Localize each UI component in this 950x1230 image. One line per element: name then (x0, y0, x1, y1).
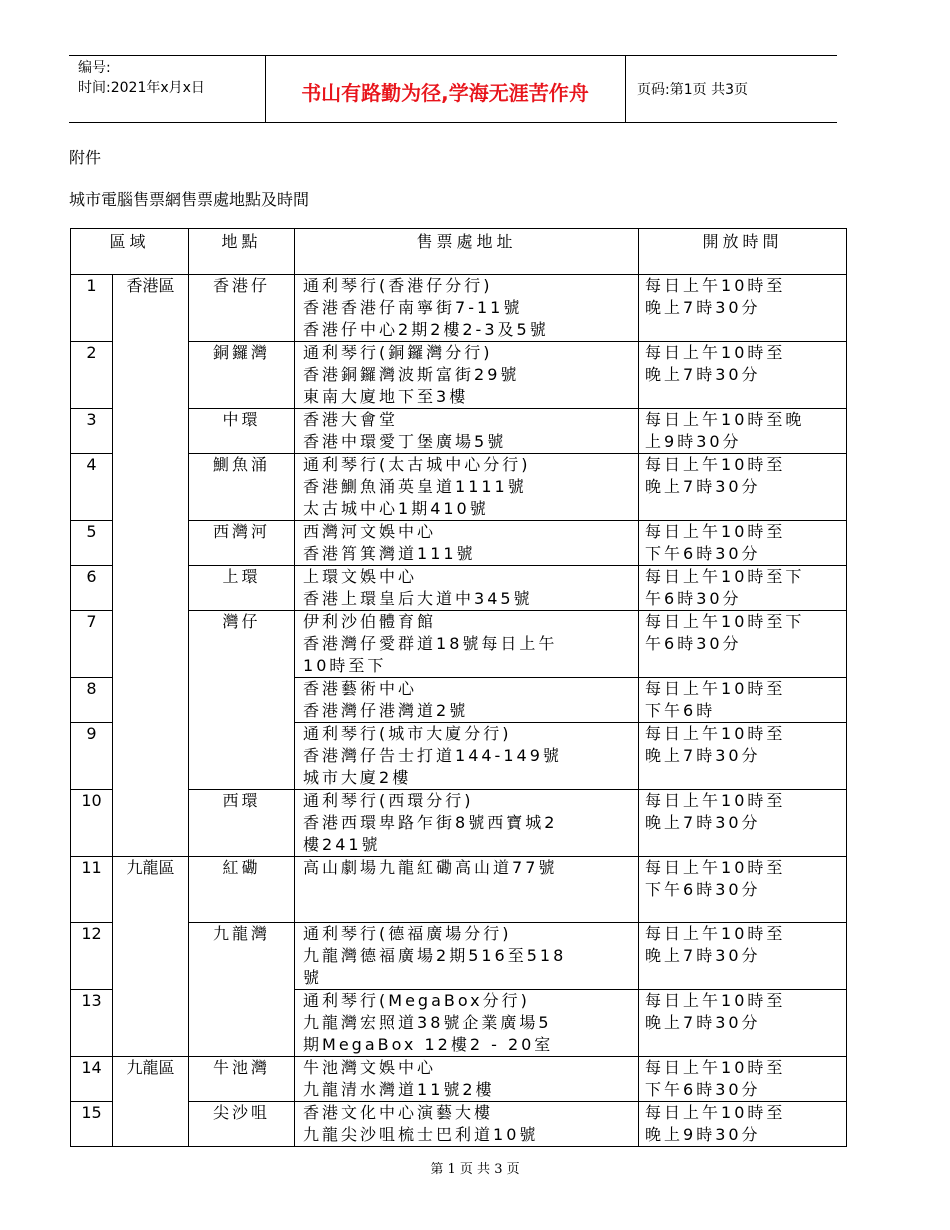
location-cell: 上環 (189, 566, 295, 611)
row-number: 14 (71, 1057, 113, 1102)
address-cell-line: 香港文化中心演藝大樓 (303, 1103, 494, 1122)
header-page-number: 页码:第1页 共3页 (637, 82, 748, 98)
table-row (71, 275, 847, 342)
address-cell (295, 566, 639, 611)
hours-cell-line: 午6時30分 (645, 589, 742, 608)
hours-cell-line: 下午6時 (645, 701, 716, 720)
location-cell: 銅鑼灣 (189, 342, 295, 409)
address-cell (295, 723, 639, 790)
address-cell-line: 香港西環卑路乍街8號西寶城2 (303, 813, 558, 832)
address-cell-line: 香港仔中心2期2樓2-3及5號 (303, 320, 549, 339)
hours-cell (639, 678, 847, 723)
hours-cell-line: 晚上7時30分 (645, 477, 761, 496)
address-cell-line: 高山劇場九龍紅磡高山道77號 (303, 858, 558, 877)
header-meta (78, 58, 205, 98)
location-cell: 灣仔 (189, 611, 295, 790)
address-cell-line: 牛池灣文娛中心 (303, 1058, 437, 1077)
address-cell-line: 香港中環愛丁堡廣場5號 (303, 432, 507, 451)
address-cell-line: 通利琴行(MegaBox分行) (303, 991, 530, 1010)
hours-cell (639, 1057, 847, 1102)
hours-cell (639, 521, 847, 566)
address-cell-line: 香港上環皇后大道中345號 (303, 589, 533, 608)
address-cell-line: 香港大會堂 (303, 410, 399, 429)
header-motto: 书山有路勤为径,学海无涯苦作舟 (301, 81, 589, 105)
address-cell (295, 342, 639, 409)
annex-label: 附件 (69, 148, 102, 167)
address-cell-line: 通利琴行(香港仔分行) (303, 276, 493, 295)
address-cell-line: 香港灣仔港灣道2號 (303, 701, 469, 720)
address-cell-line: 東南大廈地下至3樓 (303, 387, 469, 406)
hours-cell-line: 每日上午10時至下 (645, 567, 805, 586)
page-header (69, 55, 837, 123)
row-number: 4 (71, 454, 113, 521)
hours-cell-line: 晚上7時30分 (645, 746, 761, 765)
address-cell (295, 678, 639, 723)
doc-number: 编号: (78, 60, 111, 76)
address-cell-line: 九龍尖沙咀梳士巴利道10號 (303, 1125, 539, 1144)
address-cell-line: 號 (303, 968, 323, 987)
address-cell-line: 香港藝術中心 (303, 679, 418, 698)
address-cell-line: 通利琴行(城市大廈分行) (303, 724, 512, 743)
hours-cell-line: 午6時30分 (645, 634, 742, 653)
address-cell-line: 期MegaBox 12樓2 - 20室 (303, 1035, 554, 1054)
hours-cell-line: 每日上午10時至 (645, 791, 786, 810)
hours-cell-line: 每日上午10時至 (645, 343, 786, 362)
location-cell: 紅磡 (189, 857, 295, 923)
address-cell-line: 香港筲箕灣道111號 (303, 544, 476, 563)
address-cell (295, 1057, 639, 1102)
hours-cell (639, 566, 847, 611)
table-header-row (71, 229, 847, 275)
address-cell-line: 九龍灣德福廣場2期516至518 (303, 946, 567, 965)
address-cell-line: 通利琴行(太古城中心分行) (303, 455, 531, 474)
header-address: 售票處地址 (295, 229, 639, 275)
row-number: 10 (71, 790, 113, 857)
row-number: 1 (71, 275, 113, 342)
hours-cell-line: 晚上7時30分 (645, 1013, 761, 1032)
hours-cell-line: 下午6時30分 (645, 880, 761, 899)
hours-cell-line: 每日上午10時至 (645, 679, 786, 698)
row-number: 13 (71, 990, 113, 1057)
row-number: 12 (71, 923, 113, 990)
address-cell-line: 香港灣仔告士打道144-149號 (303, 746, 562, 765)
hours-cell-line: 晚上7時30分 (645, 946, 761, 965)
document-title: 城市電腦售票網售票處地點及時間 (69, 190, 310, 209)
row-number: 9 (71, 723, 113, 790)
hours-cell-line: 晚上7時30分 (645, 298, 761, 317)
hours-cell (639, 275, 847, 342)
table-row (71, 1057, 847, 1102)
address-cell-line: 九龍清水灣道11號2樓 (303, 1080, 495, 1099)
location-cell: 尖沙咀 (189, 1102, 295, 1147)
hours-cell (639, 1102, 847, 1147)
address-cell-line: 伊利沙伯體育館 (303, 612, 437, 631)
address-cell-line: 上環文娛中心 (303, 567, 418, 586)
page-footer: 第 1 页 共 3 页 (430, 1162, 520, 1177)
address-cell (295, 923, 639, 990)
hours-cell (639, 342, 847, 409)
hours-cell-line: 每日上午10時至晚 (645, 410, 805, 429)
location-cell: 西環 (189, 790, 295, 857)
district-cell: 九龍區 (113, 857, 189, 1057)
address-cell (295, 857, 639, 923)
hours-cell-line: 每日上午10時至 (645, 276, 786, 295)
doc-date: 时间:2021年x月x日 (78, 80, 205, 96)
header-location: 地點 (189, 229, 295, 275)
hours-cell-line: 每日上午10時至 (645, 1103, 786, 1122)
hours-cell (639, 611, 847, 678)
location-cell: 牛池灣 (189, 1057, 295, 1102)
address-cell-line: 香港銅鑼灣波斯富街29號 (303, 365, 520, 384)
hours-cell-line: 下午6時30分 (645, 544, 761, 563)
address-cell-line: 10時至下 (303, 656, 387, 675)
address-cell-line: 香港鰂魚涌英皇道1111號 (303, 477, 527, 496)
hours-cell (639, 857, 847, 923)
row-number: 5 (71, 521, 113, 566)
hours-cell-line: 晚上9時30分 (645, 1125, 761, 1144)
row-number: 2 (71, 342, 113, 409)
location-cell: 中環 (189, 409, 295, 454)
hours-cell-line: 上9時30分 (645, 432, 742, 451)
address-cell (295, 521, 639, 566)
table-row (71, 857, 847, 923)
hours-cell (639, 790, 847, 857)
row-number: 15 (71, 1102, 113, 1147)
location-cell: 鰂魚涌 (189, 454, 295, 521)
header-region: 區域 (71, 229, 189, 275)
hours-cell-line: 每日上午10時至 (645, 991, 786, 1010)
hours-cell-line: 每日上午10時至 (645, 455, 786, 474)
hours-cell (639, 990, 847, 1057)
hours-cell-line: 每日上午10時至 (645, 724, 786, 743)
address-cell-line: 太古城中心1期410號 (303, 499, 489, 518)
address-cell (295, 1102, 639, 1147)
address-cell-line: 九龍灣宏照道38號企業廣場5 (303, 1013, 552, 1032)
address-cell-line: 通利琴行(西環分行) (303, 791, 474, 810)
row-number: 8 (71, 678, 113, 723)
address-cell (295, 611, 639, 678)
address-cell-line: 樓241號 (303, 835, 381, 854)
hours-cell-line: 每日上午10時至 (645, 1058, 786, 1077)
hours-cell-line: 每日上午10時至 (645, 924, 786, 943)
row-number: 7 (71, 611, 113, 678)
row-number: 3 (71, 409, 113, 454)
hours-cell-line: 每日上午10時至 (645, 522, 786, 541)
address-cell-line: 西灣河文娛中心 (303, 522, 437, 541)
district-cell: 九龍區 (113, 1057, 189, 1147)
hours-cell (639, 723, 847, 790)
hours-cell (639, 454, 847, 521)
header-hours: 開放時間 (639, 229, 847, 275)
hours-cell-line: 下午6時30分 (645, 1080, 761, 1099)
location-cell: 西灣河 (189, 521, 295, 566)
row-number: 6 (71, 566, 113, 611)
address-cell-line: 香港香港仔南寧街7-11號 (303, 298, 523, 317)
location-cell: 香港仔 (189, 275, 295, 342)
hours-cell (639, 923, 847, 990)
address-cell (295, 990, 639, 1057)
address-cell-line: 城市大廈2樓 (303, 768, 412, 787)
hours-cell-line: 每日上午10時至下 (645, 612, 805, 631)
hours-cell-line: 晚上7時30分 (645, 813, 761, 832)
hours-cell-line: 晚上7時30分 (645, 365, 761, 384)
address-cell-line: 通利琴行(銅鑼灣分行) (303, 343, 493, 362)
address-cell-line: 通利琴行(德福廣場分行) (303, 924, 512, 943)
hours-cell-line: 每日上午10時至 (645, 858, 786, 877)
location-cell: 九龍灣 (189, 923, 295, 1057)
row-number: 11 (71, 857, 113, 923)
address-cell (295, 790, 639, 857)
hours-cell (639, 409, 847, 454)
ticket-outlets-table (70, 228, 847, 1147)
header-divider (625, 56, 626, 122)
address-cell (295, 454, 639, 521)
address-cell (295, 275, 639, 342)
address-cell-line: 香港灣仔愛群道18號每日上午 (303, 634, 558, 653)
district-cell: 香港區 (113, 275, 189, 857)
address-cell (295, 409, 639, 454)
